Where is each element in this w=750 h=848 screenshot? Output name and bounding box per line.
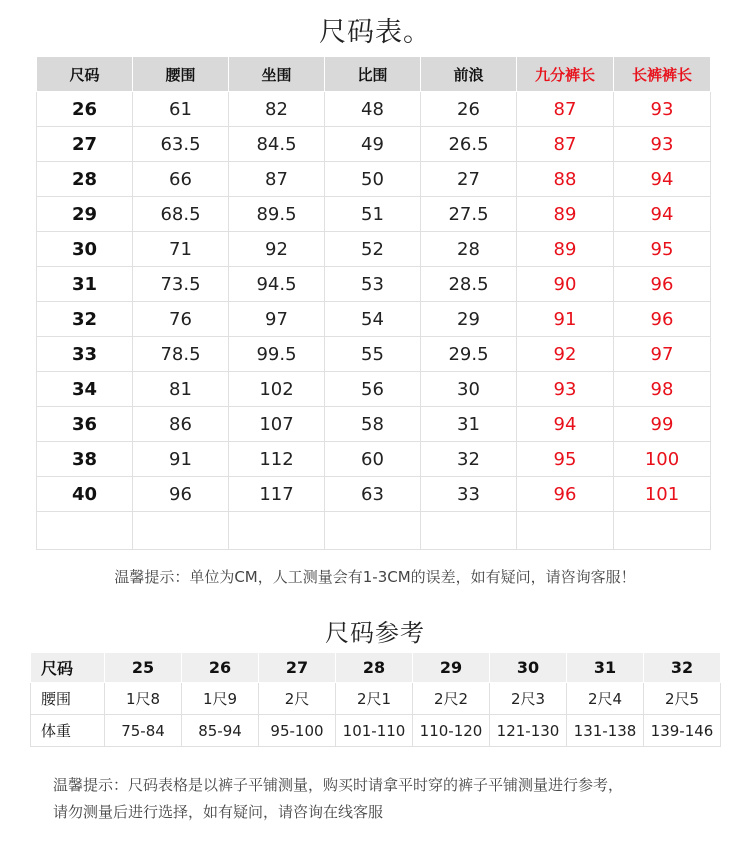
cell-front-rise: 28 [421,232,517,267]
cell-full-length: 94 [614,162,711,197]
cell-size: 28 [37,162,133,197]
cell-full-length: 98 [614,372,711,407]
cell-full-length: 93 [614,92,711,127]
empty-cell [229,512,325,550]
cell-full-length: 95 [614,232,711,267]
cell-waist: 81 [133,372,229,407]
table-row [37,197,711,232]
cell-waist: 71 [133,232,229,267]
cell-waist: 91 [133,442,229,477]
header-size: 尺码 [37,57,133,92]
empty-cell [133,512,229,550]
cell-size: 32 [37,302,133,337]
reference-weight-row [31,715,721,747]
table-row [37,162,711,197]
cell-hip: 117 [229,477,325,512]
reference-size-cell: 31 [567,653,644,683]
reference-size-cell: 25 [105,653,182,683]
cell-cropped-length: 95 [517,442,614,477]
cell-hip: 89.5 [229,197,325,232]
cell-waist: 73.5 [133,267,229,302]
reference-waist-cell: 2尺 [259,683,336,715]
header-hip: 坐围 [229,57,325,92]
empty-cell [421,512,517,550]
cell-full-length: 94 [614,197,711,232]
reference-waist-cell: 1尺8 [105,683,182,715]
reference-size-cell: 32 [644,653,721,683]
cell-front-rise: 26 [421,92,517,127]
cell-front-rise: 27 [421,162,517,197]
cell-waist: 78.5 [133,337,229,372]
cell-full-length: 101 [614,477,711,512]
cell-cropped-length: 92 [517,337,614,372]
cell-cropped-length: 91 [517,302,614,337]
header-thigh: 比围 [325,57,421,92]
cell-front-rise: 31 [421,407,517,442]
cell-full-length: 99 [614,407,711,442]
cell-cropped-length: 87 [517,127,614,162]
reference-waist-cell: 2尺4 [567,683,644,715]
cell-size: 31 [37,267,133,302]
cell-front-rise: 30 [421,372,517,407]
cell-full-length: 96 [614,267,711,302]
empty-cell [614,512,711,550]
size-chart-title: 尺码表。 [319,17,431,48]
cell-thigh: 58 [325,407,421,442]
cell-full-length: 100 [614,442,711,477]
reference-waist-cell: 2尺2 [413,683,490,715]
reference-waist-label: 腰围 [31,683,105,715]
reference-weight-cell: 139-146 [644,715,721,747]
cell-cropped-length: 89 [517,197,614,232]
cell-front-rise: 29.5 [421,337,517,372]
cell-waist: 63.5 [133,127,229,162]
table-row [37,442,711,477]
header-front-rise: 前浪 [421,57,517,92]
cell-hip: 87 [229,162,325,197]
cell-front-rise: 26.5 [421,127,517,162]
cell-hip: 82 [229,92,325,127]
size-chart-header-row [37,57,711,92]
empty-cell [517,512,614,550]
reference-size-cell: 29 [413,653,490,683]
reference-size-cell: 28 [336,653,413,683]
table-row [37,92,711,127]
cell-thigh: 49 [325,127,421,162]
reference-weight-cell: 101-110 [336,715,413,747]
reference-weight-cell: 95-100 [259,715,336,747]
cell-thigh: 48 [325,92,421,127]
reference-weight-cell: 75-84 [105,715,182,747]
cell-hip: 97 [229,302,325,337]
cell-thigh: 51 [325,197,421,232]
cell-thigh: 60 [325,442,421,477]
reference-weight-cell: 85-94 [182,715,259,747]
cell-thigh: 63 [325,477,421,512]
reference-waist-cell: 2尺5 [644,683,721,715]
cell-waist: 86 [133,407,229,442]
cell-thigh: 53 [325,267,421,302]
cell-size: 30 [37,232,133,267]
reference-size-cell: 30 [490,653,567,683]
cell-front-rise: 27.5 [421,197,517,232]
cell-size: 26 [37,92,133,127]
cell-cropped-length: 88 [517,162,614,197]
reference-size-cell: 27 [259,653,336,683]
table-row [37,127,711,162]
header-full-length: 长裤裤长 [614,57,711,92]
cell-size: 34 [37,372,133,407]
cell-size: 38 [37,442,133,477]
cell-cropped-length: 90 [517,267,614,302]
table-row [37,407,711,442]
size-reference-note [53,772,713,826]
reference-size-cell: 26 [182,653,259,683]
size-reference-note-line1: 温馨提示：尺码表格是以裤子平铺测量，购买时请拿平时穿的裤子平铺测量进行参考， [53,776,624,794]
cell-waist: 61 [133,92,229,127]
cell-hip: 102 [229,372,325,407]
cell-waist: 68.5 [133,197,229,232]
size-chart-body [37,92,711,550]
cell-thigh: 54 [325,302,421,337]
cell-thigh: 56 [325,372,421,407]
table-row [37,337,711,372]
size-chart-note: 温馨提示：单位为CM，人工测量会有1-3CM的误差，如有疑问，请咨询客服！ [114,568,636,586]
cell-cropped-length: 93 [517,372,614,407]
cell-hip: 107 [229,407,325,442]
reference-weight-cell: 110-120 [413,715,490,747]
cell-size: 40 [37,477,133,512]
cell-waist: 66 [133,162,229,197]
cell-size: 36 [37,407,133,442]
cell-cropped-length: 94 [517,407,614,442]
table-row [37,267,711,302]
cell-front-rise: 29 [421,302,517,337]
size-reference-title: 尺码参考 [325,619,425,647]
empty-cell [37,512,133,550]
cell-hip: 99.5 [229,337,325,372]
cell-cropped-length: 87 [517,92,614,127]
reference-weight-cell: 131-138 [567,715,644,747]
cell-full-length: 97 [614,337,711,372]
cell-size: 29 [37,197,133,232]
table-row [37,232,711,267]
cell-cropped-length: 89 [517,232,614,267]
cell-hip: 84.5 [229,127,325,162]
reference-waist-cell: 1尺9 [182,683,259,715]
cell-waist: 96 [133,477,229,512]
cell-size: 27 [37,127,133,162]
cell-thigh: 52 [325,232,421,267]
empty-cell [325,512,421,550]
reference-size-row [31,653,721,683]
cell-full-length: 96 [614,302,711,337]
reference-waist-row [31,683,721,715]
table-row [37,477,711,512]
cell-hip: 92 [229,232,325,267]
table-row [37,302,711,337]
size-reference-note-line2: 请勿测量后进行选择，如有疑问，请咨询在线客服 [53,803,384,821]
cell-size: 33 [37,337,133,372]
size-reference-table [30,652,721,747]
cell-cropped-length: 96 [517,477,614,512]
size-chart-table [36,56,711,550]
cell-full-length: 93 [614,127,711,162]
cell-hip: 112 [229,442,325,477]
header-waist: 腰围 [133,57,229,92]
reference-weight-cell: 121-130 [490,715,567,747]
reference-waist-cell: 2尺3 [490,683,567,715]
cell-hip: 94.5 [229,267,325,302]
cell-front-rise: 28.5 [421,267,517,302]
table-row [37,372,711,407]
cell-thigh: 50 [325,162,421,197]
cell-thigh: 55 [325,337,421,372]
reference-size-label: 尺码 [31,653,105,683]
reference-waist-cell: 2尺1 [336,683,413,715]
cell-waist: 76 [133,302,229,337]
empty-row [37,512,711,550]
cell-front-rise: 32 [421,442,517,477]
cell-front-rise: 33 [421,477,517,512]
reference-weight-label: 体重 [31,715,105,747]
header-cropped-length: 九分裤长 [517,57,614,92]
